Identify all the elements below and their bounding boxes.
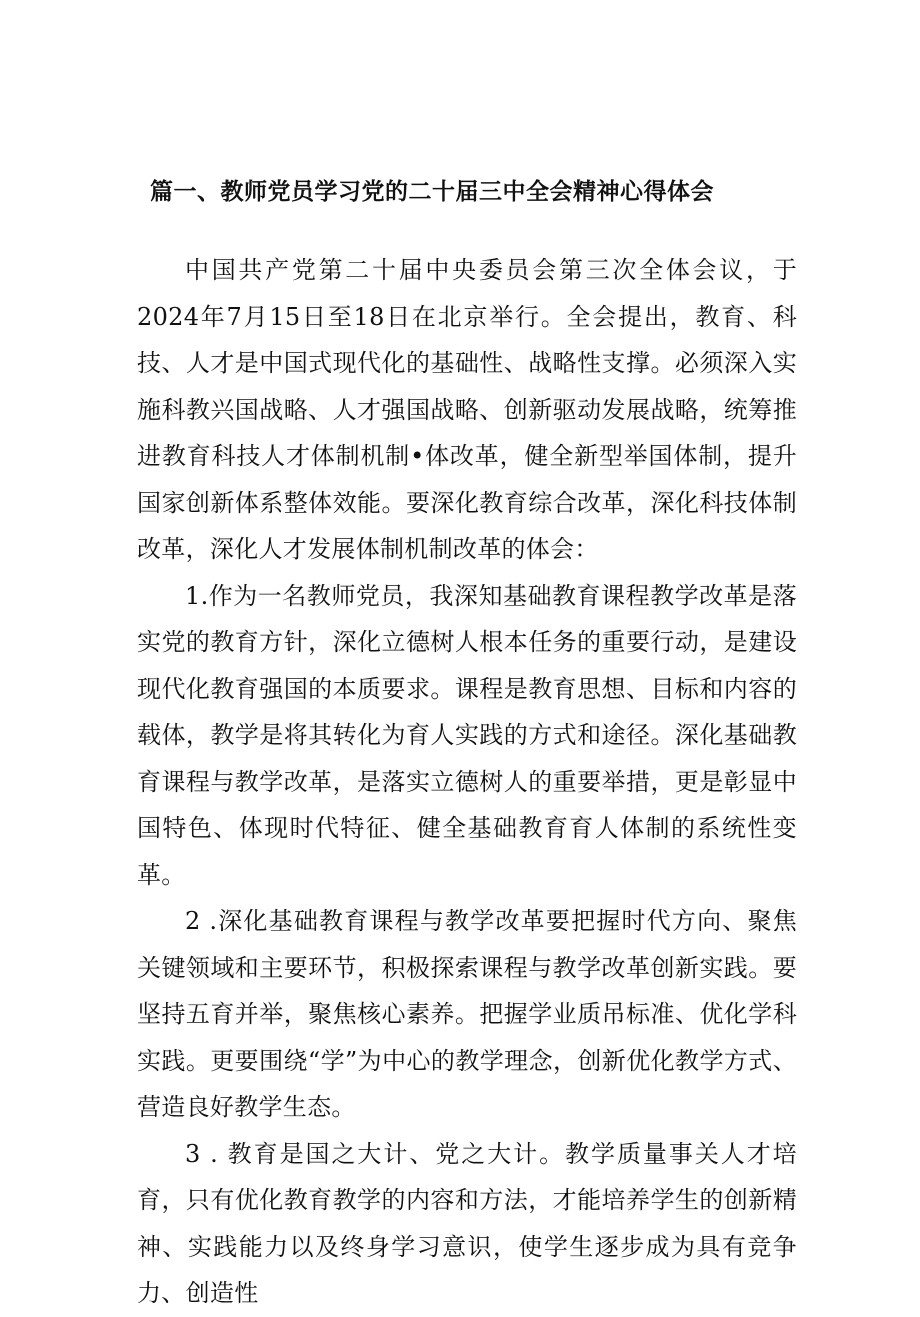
document-body: [137, 247, 797, 1317]
document-title: 篇一、教师党员学习党的二十届三中全会精神心得体会: [150, 179, 714, 205]
paragraph-point-1: 1.作为一名教师党员，我深知基础教育课程教学改革是落实党的教育方针，深化立德树人根本任务的重要行动，是建设现代化教育强国的本质要求。课程是教育思想、目标和内容的载体，教学是将其转化为育人实践的方式和途径。深化基础教育课程与教学改革，是落实立德树人的重要举措，更是彰显中国特色、体现时代特征、健全基础教育育人体制的系统性变革。: [137, 581, 797, 889]
paragraph-point-2: 2 .深化基础教育课程与教学改革要把握时代方向、聚焦关键领域和主要环节，积极探索课程与教学改革创新实践。要坚持五育并举，聚焦核心素养。把握学业质吊标准、优化学科实践。更要围绕“学”为中心的教学理念，创新优化教学方式、营造良好教学生态。: [137, 907, 797, 1121]
paragraph-intro: 中国共产党第二十届中央委员会第三次全体会议，于2024年7月15日至18日在北京举行。全会提出，教育、科技、人才是中国式现代化的基础性、战略性支撑。必须深入实施科教兴国战略、人才强国战略、创新驱动发展战略，统筹推进教育科技人才体制机制•体改革，健全新型举国体制，提升国家创新体系整体效能。要深化教育综合改革，深化科技体制改革，深化人才发展体制机制改革的体会：: [137, 256, 797, 563]
paragraph-point-3: 3 . 教育是国之大计、党之大计。教学质量事关人才培育，只有优化教育教学的内容和方法，才能培养学生的创新精神、实践能力以及终身学习意识，使学生逐步成为具有竞争力、创造性: [137, 1139, 797, 1307]
